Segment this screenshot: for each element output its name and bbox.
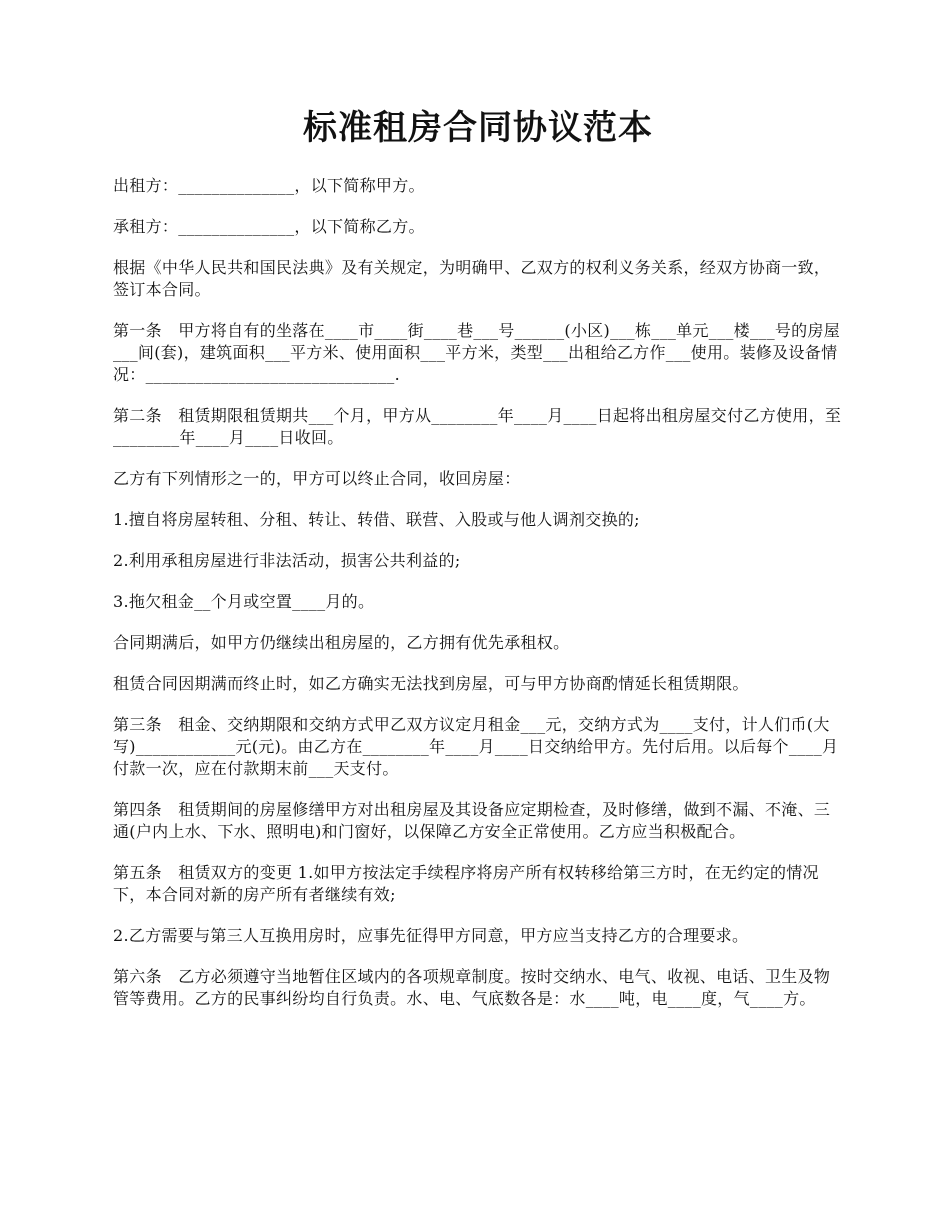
priority-lease-paragraph: 合同期满后，如甲方仍继续出租房屋的，乙方拥有优先承租权。: [113, 632, 570, 652]
termination-intro-paragraph: 乙方有下列情形之一的，甲方可以终止合同，收回房屋：: [113, 468, 521, 488]
article-5-item-2: 2.乙方需要与第三人互换用房时，应事先征得甲方同意，甲方应当支持乙方的合理要求。: [113, 925, 749, 945]
extension-paragraph: 租赁合同因期满而终止时，如乙方确实无法找到房屋，可与甲方协商酌情延长租赁期限。: [113, 673, 749, 693]
termination-item-1: 1.擅自将房屋转租、分租、转让、转借、联营、入股或与他人调剂交换的;: [113, 509, 640, 529]
document-title: 标准租房合同协议范本: [303, 108, 653, 148]
termination-item-2: 2.利用承租房屋进行非法活动，损害公共利益的;: [113, 550, 461, 570]
article-5-paragraph: 第五条 租赁双方的变更 1.如甲方按法定手续程序将房产所有权转移给第三方时，在无约定的情况下，本合同对新的房产所有者继续有效;: [113, 862, 819, 904]
preamble-paragraph: 根据《中华人民共和国民法典》及有关规定，为明确甲、乙双方的权利义务关系，经双方协商一致，签订本合同。: [113, 257, 831, 299]
lessor-line: 出租方：______________，以下简称甲方。: [113, 175, 425, 195]
article-1-paragraph: 第一条 甲方将自有的坐落在____市____街____巷___号______(小区)___栋___单元___楼___号的房屋___间(套)，建筑面积___平方米、使用面积___平方米，类型___出租给乙方作___使用。装修及设备情况：______________________________.: [113, 320, 841, 384]
lessee-line: 承租方：______________，以下简称乙方。: [113, 216, 425, 236]
termination-item-3: 3.拖欠租金__个月或空置____月的。: [113, 591, 375, 611]
article-4-paragraph: 第四条 租赁期间的房屋修缮甲方对出租房屋及其设备应定期检查，及时修缮，做到不漏、不淹、三通(户内上水、下水、照明电)和门窗好，以保障乙方安全正常使用。乙方应当积极配合。: [113, 799, 831, 841]
article-2-paragraph: 第二条 租赁期限租赁期共___个月，甲方从________年____月____日起将出租房屋交付乙方使用，至________年____月____日收回。: [113, 405, 842, 447]
document-page: [113, 108, 843, 1029]
article-6-paragraph: 第六条 乙方必须遵守当地暂住区域内的各项规章制度。按时交纳水、电气、收视、电话、卫生及物管等费用。乙方的民事纠纷均自行负责。水、电、气底数各是：水____吨，电____度，气____方。: [113, 966, 831, 1008]
article-3-paragraph: 第三条 租金、交纳期限和交纳方式甲乙双方议定月租金___元，交纳方式为____支付，计人们币(大写)____________元(元)。由乙方在________年____月____日交纳给甲方。先付后用。以后每个____月付款一次，应在付款期末前___天支付。: [113, 714, 839, 778]
